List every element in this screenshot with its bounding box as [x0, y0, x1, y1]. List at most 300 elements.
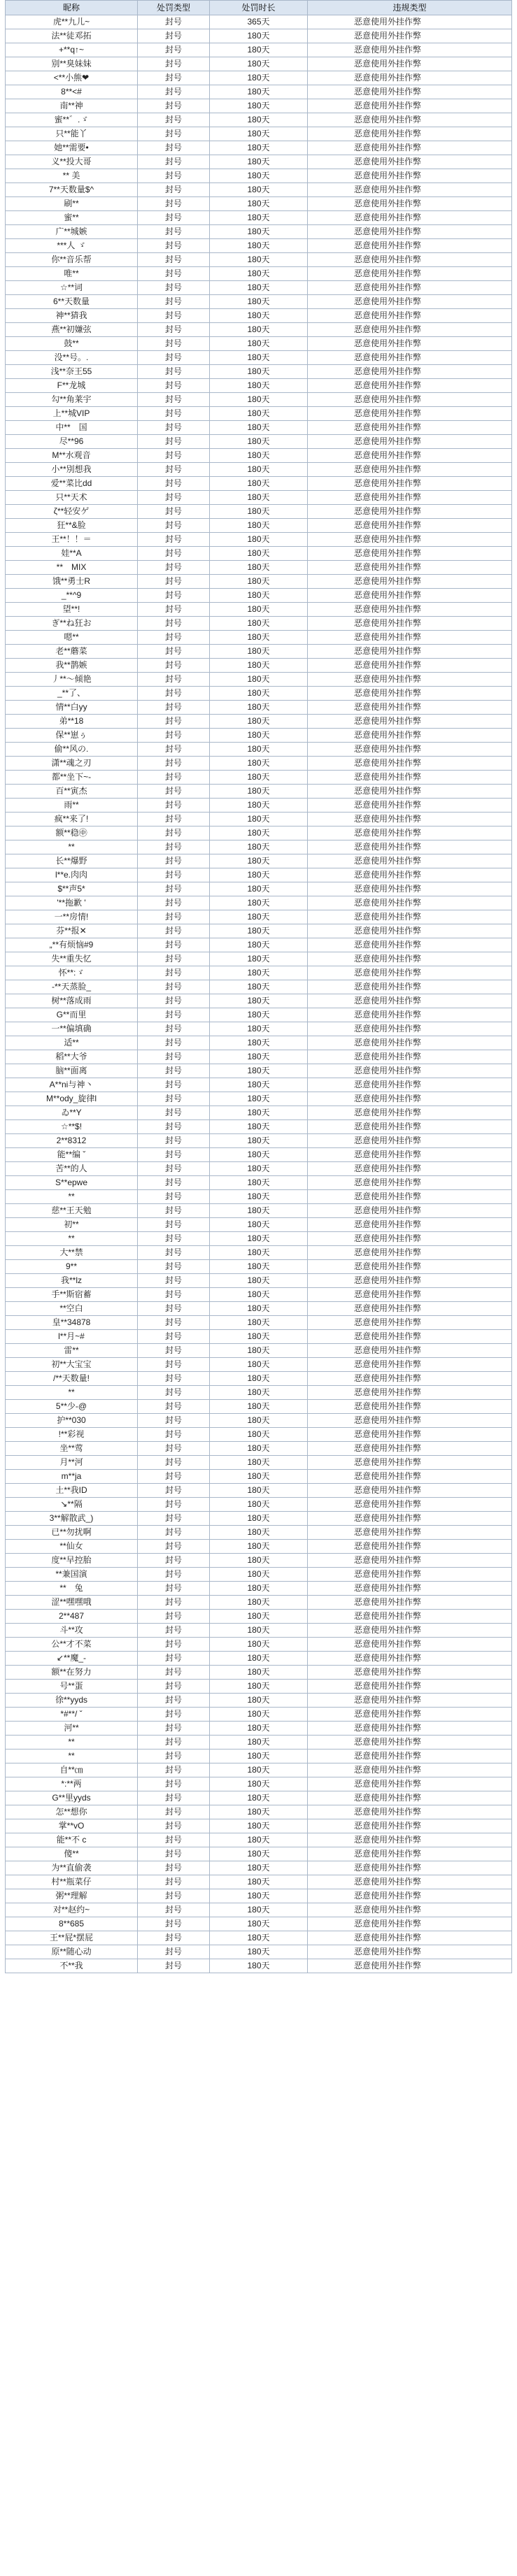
violation-type-cell: 恶意使用外挂作弊 — [308, 645, 512, 659]
penalty-duration-cell: 180天 — [210, 1512, 308, 1526]
penalty-type-cell: 封号 — [138, 57, 210, 71]
penalty-duration-cell: 180天 — [210, 1120, 308, 1134]
penalty-type-cell: 封号 — [138, 351, 210, 365]
violation-type-cell: 恶意使用外挂作弊 — [308, 1736, 512, 1749]
nickname-cell: 唯** — [6, 267, 138, 281]
penalty-type-cell: 封号 — [138, 1078, 210, 1092]
penalty-duration-cell: 180天 — [210, 295, 308, 309]
table-row — [6, 1414, 512, 1428]
table-row — [6, 57, 512, 71]
table-row — [6, 183, 512, 197]
violation-type-cell: 恶意使用外挂作弊 — [308, 1414, 512, 1428]
penalty-duration-cell: 180天 — [210, 1022, 308, 1036]
penalty-type-cell: 封号 — [138, 1372, 210, 1386]
penalty-type-cell: 封号 — [138, 477, 210, 491]
penalty-type-cell: 封号 — [138, 71, 210, 85]
penalty-type-cell: 封号 — [138, 1344, 210, 1358]
nickname-cell: ** — [6, 1386, 138, 1400]
table-row — [6, 435, 512, 449]
penalty-duration-cell: 180天 — [210, 1190, 308, 1204]
nickname-cell: ** 兔 — [6, 1582, 138, 1596]
penalty-duration-cell: 180天 — [210, 1736, 308, 1749]
nickname-cell: 我**lz — [6, 1274, 138, 1288]
nickname-cell: +**q↑~ — [6, 43, 138, 57]
table-row — [6, 1512, 512, 1526]
violation-type-cell: 恶意使用外挂作弊 — [308, 1092, 512, 1106]
violation-type-cell: 恶意使用外挂作弊 — [308, 57, 512, 71]
violation-type-cell: 恶意使用外挂作弊 — [308, 1358, 512, 1372]
violation-type-cell: 恶意使用外挂作弊 — [308, 924, 512, 938]
penalty-duration-cell: 180天 — [210, 281, 308, 295]
table-row — [6, 211, 512, 225]
penalty-type-cell: 封号 — [138, 323, 210, 337]
nickname-cell: **仙女 — [6, 1540, 138, 1554]
table-row — [6, 1232, 512, 1246]
penalty-duration-cell: 180天 — [210, 323, 308, 337]
violation-type-cell: 恶意使用外挂作弊 — [308, 1386, 512, 1400]
violation-type-cell: 恶意使用外挂作弊 — [308, 1232, 512, 1246]
table-row — [6, 113, 512, 127]
penalty-type-cell: 封号 — [138, 701, 210, 715]
violation-type-cell: 恶意使用外挂作弊 — [308, 519, 512, 533]
nickname-cell: 嗯** — [6, 631, 138, 645]
penalty-duration-cell: 180天 — [210, 449, 308, 463]
penalty-type-cell: 封号 — [138, 1232, 210, 1246]
violation-type-cell: 恶意使用外挂作弊 — [308, 99, 512, 113]
nickname-cell: 2**8312 — [6, 1134, 138, 1148]
table-row — [6, 127, 512, 141]
violation-type-cell: 恶意使用外挂作弊 — [308, 533, 512, 547]
table-row — [6, 1708, 512, 1722]
penalty-type-cell: 封号 — [138, 1134, 210, 1148]
penalty-type-cell: 封号 — [138, 1162, 210, 1176]
violation-type-cell: 恶意使用外挂作弊 — [308, 1456, 512, 1470]
nickname-cell: 失**重失忆 — [6, 952, 138, 966]
violation-type-cell: 恶意使用外挂作弊 — [308, 225, 512, 239]
violation-type-cell: 恶意使用外挂作弊 — [308, 477, 512, 491]
penalty-duration-cell: 180天 — [210, 673, 308, 687]
penalty-duration-cell: 180天 — [210, 1652, 308, 1666]
nickname-cell: ** — [6, 1232, 138, 1246]
penalty-duration-cell: 180天 — [210, 1610, 308, 1624]
nickname-cell: l**e.肉肉 — [6, 868, 138, 882]
penalty-duration-cell: 180天 — [210, 1456, 308, 1470]
penalty-type-cell: 封号 — [138, 1176, 210, 1190]
nickname-cell: 7**天数量$^ — [6, 183, 138, 197]
table-row — [6, 561, 512, 575]
table-row — [6, 421, 512, 435]
penalty-duration-cell: 180天 — [210, 868, 308, 882]
penalty-type-cell: 封号 — [138, 966, 210, 980]
nickname-cell: 弟**18 — [6, 715, 138, 729]
nickname-cell: 适** — [6, 1036, 138, 1050]
penalty-duration-cell: 180天 — [210, 477, 308, 491]
penalty-duration-cell: 180天 — [210, 896, 308, 910]
penalty-duration-cell: 180天 — [210, 729, 308, 743]
penalty-type-cell: 封号 — [138, 449, 210, 463]
nickname-cell: 小**別想我 — [6, 463, 138, 477]
violation-type-cell: 恶意使用外挂作弊 — [308, 1889, 512, 1903]
table-row — [6, 1036, 512, 1050]
table-row — [6, 1386, 512, 1400]
penalty-duration-cell: 180天 — [210, 183, 308, 197]
penalty-type-cell: 封号 — [138, 113, 210, 127]
table-row — [6, 407, 512, 421]
table-row — [6, 701, 512, 715]
penalty-type-cell: 封号 — [138, 155, 210, 169]
table-row — [6, 1092, 512, 1106]
nickname-cell: 涩**嘿嘿哦 — [6, 1596, 138, 1610]
table-row — [6, 1833, 512, 1847]
penalty-type-cell: 封号 — [138, 1652, 210, 1666]
penalty-type-cell: 封号 — [138, 365, 210, 379]
penalty-duration-cell: 180天 — [210, 463, 308, 477]
penalty-duration-cell: 180天 — [210, 155, 308, 169]
nickname-cell: ** — [6, 1736, 138, 1749]
penalty-type-cell: 封号 — [138, 141, 210, 155]
nickname-cell: 望**! — [6, 603, 138, 617]
table-row — [6, 169, 512, 183]
penalty-duration-cell: 180天 — [210, 882, 308, 896]
nickname-cell: 已**勿扰啊 — [6, 1526, 138, 1540]
nickname-cell: 神**猜我 — [6, 309, 138, 323]
table-row — [6, 1260, 512, 1274]
penalty-duration-cell: 180天 — [210, 239, 308, 253]
penalty-duration-cell: 180天 — [210, 435, 308, 449]
nickname-cell: ↙**魔_- — [6, 1652, 138, 1666]
penalty-type-cell: 封号 — [138, 1414, 210, 1428]
table-row — [6, 1190, 512, 1204]
penalty-type-cell: 封号 — [138, 910, 210, 924]
nickname-cell: 保**崽ぅ — [6, 729, 138, 743]
table-row — [6, 1372, 512, 1386]
penalty-type-cell: 封号 — [138, 1386, 210, 1400]
nickname-cell: 只**能丫 — [6, 127, 138, 141]
penalty-duration-cell: 180天 — [210, 1861, 308, 1875]
penalty-type-cell: 封号 — [138, 1638, 210, 1652]
nickname-cell: -**天蒸脸_ — [6, 980, 138, 994]
violation-type-cell: 恶意使用外挂作弊 — [308, 785, 512, 799]
penalty-type-cell: 封号 — [138, 379, 210, 393]
penalty-duration-cell: 180天 — [210, 1078, 308, 1092]
nickname-cell: 法**徒邓拓 — [6, 29, 138, 43]
violation-type-cell: 恶意使用外挂作弊 — [308, 1833, 512, 1847]
penalty-type-cell: 封号 — [138, 1204, 210, 1218]
nickname-cell: l**月~# — [6, 1330, 138, 1344]
nickname-cell: ** — [6, 1749, 138, 1763]
nickname-cell: 能**编 ˇ — [6, 1148, 138, 1162]
penalty-type-cell: 封号 — [138, 896, 210, 910]
table-row — [6, 1078, 512, 1092]
penalty-type-cell: 封号 — [138, 1120, 210, 1134]
penalty-type-cell: 封号 — [138, 1833, 210, 1847]
penalty-type-cell: 封号 — [138, 1274, 210, 1288]
violation-type-cell: 恶意使用外挂作弊 — [308, 183, 512, 197]
penalty-duration-cell: 180天 — [210, 659, 308, 673]
table-row — [6, 687, 512, 701]
nickname-cell: 初** — [6, 1218, 138, 1232]
nickname-cell: 王**屁*摆屁 — [6, 1931, 138, 1945]
violation-type-cell: 恶意使用外挂作弊 — [308, 1134, 512, 1148]
table-row — [6, 1540, 512, 1554]
table-row — [6, 631, 512, 645]
violation-type-cell: 恶意使用外挂作弊 — [308, 351, 512, 365]
violation-type-cell: 恶意使用外挂作弊 — [308, 771, 512, 785]
violation-type-cell: 恶意使用外挂作弊 — [308, 1903, 512, 1917]
penalty-duration-cell: 180天 — [210, 407, 308, 421]
table-row — [6, 1722, 512, 1736]
violation-type-cell: 恶意使用外挂作弊 — [308, 127, 512, 141]
table-row — [6, 309, 512, 323]
penalty-type-cell: 封号 — [138, 1847, 210, 1861]
violation-type-cell: 恶意使用外挂作弊 — [308, 1106, 512, 1120]
violation-type-cell: 恶意使用外挂作弊 — [308, 966, 512, 980]
nickname-cell: F**龙城 — [6, 379, 138, 393]
violation-type-cell: 恶意使用外挂作弊 — [308, 1428, 512, 1442]
violation-type-cell: 恶意使用外挂作弊 — [308, 15, 512, 29]
penalty-type-cell: 封号 — [138, 435, 210, 449]
violation-type-cell: 恶意使用外挂作弊 — [308, 715, 512, 729]
table-row — [6, 827, 512, 840]
violation-type-cell: 恶意使用外挂作弊 — [308, 701, 512, 715]
nickname-cell: ζ**轻安ゲ — [6, 505, 138, 519]
table-row — [6, 393, 512, 407]
penalty-duration-cell: 180天 — [210, 113, 308, 127]
table-row — [6, 99, 512, 113]
penalty-type-cell: 封号 — [138, 980, 210, 994]
violation-type-cell: 恶意使用外挂作弊 — [308, 1498, 512, 1512]
table-row — [6, 1554, 512, 1568]
penalty-type-cell: 封号 — [138, 1861, 210, 1875]
penalty-duration-cell: 180天 — [210, 1708, 308, 1722]
violation-type-cell: 恶意使用外挂作弊 — [308, 743, 512, 757]
nickname-cell: 怀**:ゞ — [6, 966, 138, 980]
nickname-cell: 为**直偷袭 — [6, 1861, 138, 1875]
penalty-type-cell: 封号 — [138, 1190, 210, 1204]
table-row — [6, 225, 512, 239]
table-row — [6, 1638, 512, 1652]
penalty-type-cell: 封号 — [138, 1554, 210, 1568]
nickname-cell: 饿**勇士R — [6, 575, 138, 589]
table-row — [6, 1330, 512, 1344]
nickname-cell: ↘**隔 — [6, 1498, 138, 1512]
violation-type-cell: 恶意使用外挂作弊 — [308, 1708, 512, 1722]
penalty-duration-cell: 180天 — [210, 1526, 308, 1540]
penalty-duration-cell: 180天 — [210, 1414, 308, 1428]
violation-type-cell: 恶意使用外挂作弊 — [308, 1959, 512, 1973]
nickname-cell: 额**在努力 — [6, 1666, 138, 1680]
table-row — [6, 1106, 512, 1120]
table-row — [6, 603, 512, 617]
nickname-cell: 燕**初嫌弦 — [6, 323, 138, 337]
nickname-cell: 虎**九儿~ — [6, 15, 138, 29]
violation-type-cell: 恶意使用外挂作弊 — [308, 1777, 512, 1791]
nickname-cell: 雷** — [6, 1344, 138, 1358]
penalty-type-cell: 封号 — [138, 309, 210, 323]
penalty-type-cell: 封号 — [138, 267, 210, 281]
penalty-type-cell: 封号 — [138, 197, 210, 211]
penalty-type-cell: 封号 — [138, 43, 210, 57]
nickname-cell: ***人 ゞ — [6, 239, 138, 253]
nickname-cell: 原**随心动 — [6, 1945, 138, 1959]
table-header-row — [6, 1, 512, 15]
table-row — [6, 1484, 512, 1498]
table-row — [6, 449, 512, 463]
table-row — [6, 491, 512, 505]
violation-type-cell: 恶意使用外挂作弊 — [308, 365, 512, 379]
violation-type-cell: 恶意使用外挂作弊 — [308, 113, 512, 127]
violation-type-cell: 恶意使用外挂作弊 — [308, 1945, 512, 1959]
table-row — [6, 1358, 512, 1372]
violation-type-cell: 恶意使用外挂作弊 — [308, 1008, 512, 1022]
table-row — [6, 1666, 512, 1680]
table-row — [6, 1624, 512, 1638]
violation-type-cell: 恶意使用外挂作弊 — [308, 910, 512, 924]
table-row — [6, 71, 512, 85]
penalty-duration-cell: 180天 — [210, 71, 308, 85]
nickname-cell: 月**河 — [6, 1456, 138, 1470]
nickname-cell: 3**解散武_) — [6, 1512, 138, 1526]
penalty-type-cell: 封号 — [138, 337, 210, 351]
penalty-duration-cell: 180天 — [210, 1358, 308, 1372]
nickname-cell: ** — [6, 840, 138, 854]
violation-type-cell: 恶意使用外挂作弊 — [308, 1400, 512, 1414]
nickname-cell: ** — [6, 1190, 138, 1204]
penalty-duration-cell: 180天 — [210, 1554, 308, 1568]
table-row — [6, 29, 512, 43]
nickname-cell: 度**早控胎 — [6, 1554, 138, 1568]
table-row — [6, 1582, 512, 1596]
table-row — [6, 1288, 512, 1302]
violation-type-cell: 恶意使用外挂作弊 — [308, 1875, 512, 1889]
penalty-type-cell: 封号 — [138, 1064, 210, 1078]
violation-type-cell: 恶意使用外挂作弊 — [308, 896, 512, 910]
nickname-cell: 雨** — [6, 799, 138, 813]
nickname-cell: **空白 — [6, 1302, 138, 1316]
nickname-cell: 苦**的人 — [6, 1162, 138, 1176]
nickname-cell: 慈**王天勉 — [6, 1204, 138, 1218]
penalty-type-cell: 封号 — [138, 1666, 210, 1680]
violation-type-cell: 恶意使用外挂作弊 — [308, 463, 512, 477]
penalty-duration-cell: 180天 — [210, 43, 308, 57]
violation-type-cell: 恶意使用外挂作弊 — [308, 1666, 512, 1680]
penalty-type-cell: 封号 — [138, 295, 210, 309]
penalty-duration-cell: 180天 — [210, 197, 308, 211]
header-penalty-type: 处罚类型 — [138, 1, 210, 15]
penalty-type-cell: 封号 — [138, 1330, 210, 1344]
nickname-cell: 手**斯宿蓄 — [6, 1288, 138, 1302]
violation-type-cell: 恶意使用外挂作弊 — [308, 1540, 512, 1554]
penalty-type-cell: 封号 — [138, 15, 210, 29]
violation-type-cell: 恶意使用外挂作弊 — [308, 211, 512, 225]
penalty-duration-cell: 180天 — [210, 1568, 308, 1582]
nickname-cell: M**ody_旋律l — [6, 1092, 138, 1106]
penalty-duration-cell: 180天 — [210, 1442, 308, 1456]
penalty-type-cell: 封号 — [138, 407, 210, 421]
penalty-type-cell: 封号 — [138, 1148, 210, 1162]
penalty-type-cell: 封号 — [138, 1540, 210, 1554]
penalty-type-cell: 封号 — [138, 491, 210, 505]
violation-type-cell: 恶意使用外挂作弊 — [308, 281, 512, 295]
penalty-duration-cell: 180天 — [210, 1638, 308, 1652]
violation-type-cell: 恶意使用外挂作弊 — [308, 1763, 512, 1777]
violation-type-cell: 恶意使用外挂作弊 — [308, 85, 512, 99]
nickname-cell: ぎ**ね狂お — [6, 617, 138, 631]
violation-type-cell: 恶意使用外挂作弊 — [308, 309, 512, 323]
table-row — [6, 1022, 512, 1036]
table-row — [6, 1819, 512, 1833]
violation-type-cell: 恶意使用外挂作弊 — [308, 1931, 512, 1945]
penalty-duration-cell: 180天 — [210, 309, 308, 323]
table-row — [6, 477, 512, 491]
nickname-cell: 树**落成雨 — [6, 994, 138, 1008]
penalty-type-cell: 封号 — [138, 1763, 210, 1777]
table-row — [6, 1274, 512, 1288]
nickname-cell: m**ja — [6, 1470, 138, 1484]
table-row — [6, 1316, 512, 1330]
penalty-duration-cell: 180天 — [210, 771, 308, 785]
table-row — [6, 1903, 512, 1917]
penalty-duration-cell: 180天 — [210, 127, 308, 141]
table-row — [6, 840, 512, 854]
violation-type-cell: 恶意使用外挂作弊 — [308, 1274, 512, 1288]
table-row — [6, 533, 512, 547]
penalty-type-cell: 封号 — [138, 1903, 210, 1917]
violation-type-cell: 恶意使用外挂作弊 — [308, 589, 512, 603]
penalty-duration-cell: 180天 — [210, 1148, 308, 1162]
penalty-duration-cell: 180天 — [210, 1749, 308, 1763]
violation-type-cell: 恶意使用外挂作弊 — [308, 603, 512, 617]
penalty-duration-cell: 180天 — [210, 1218, 308, 1232]
nickname-cell: 粥**理解 — [6, 1889, 138, 1903]
table-row — [6, 1400, 512, 1414]
table-row — [6, 1763, 512, 1777]
nickname-cell: 掌**vO — [6, 1819, 138, 1833]
table-row — [6, 757, 512, 771]
violation-type-cell: 恶意使用外挂作弊 — [308, 1847, 512, 1861]
table-row — [6, 1498, 512, 1512]
violation-type-cell: 恶意使用外挂作弊 — [308, 197, 512, 211]
penalty-duration-cell: 180天 — [210, 1204, 308, 1218]
violation-type-cell: 恶意使用外挂作弊 — [308, 1680, 512, 1694]
table-row — [6, 505, 512, 519]
penalty-type-cell: 封号 — [138, 1246, 210, 1260]
violation-type-cell: 恶意使用外挂作弊 — [308, 1861, 512, 1875]
nickname-cell: 9** — [6, 1260, 138, 1274]
table-row — [6, 910, 512, 924]
nickname-cell: 公**才不菜 — [6, 1638, 138, 1652]
table-row — [6, 1218, 512, 1232]
table-row — [6, 854, 512, 868]
table-row — [6, 1931, 512, 1945]
nickname-cell: ☆**词 — [6, 281, 138, 295]
violation-type-cell: 恶意使用外挂作弊 — [308, 267, 512, 281]
table-row — [6, 868, 512, 882]
violation-type-cell: 恶意使用外挂作弊 — [308, 1694, 512, 1708]
table-row — [6, 575, 512, 589]
penalty-duration-cell: 180天 — [210, 351, 308, 365]
nickname-cell: <**小熊❤ — [6, 71, 138, 85]
penalty-duration-cell: 180天 — [210, 854, 308, 868]
violation-type-cell: 恶意使用外挂作弊 — [308, 980, 512, 994]
table-row — [6, 1246, 512, 1260]
penalty-duration-cell: 180天 — [210, 952, 308, 966]
penalty-duration-cell: 180天 — [210, 603, 308, 617]
nickname-cell: 潇**魂之刃 — [6, 757, 138, 771]
penalty-type-cell: 封号 — [138, 1526, 210, 1540]
penalty-type-cell: 封号 — [138, 169, 210, 183]
table-row — [6, 813, 512, 827]
